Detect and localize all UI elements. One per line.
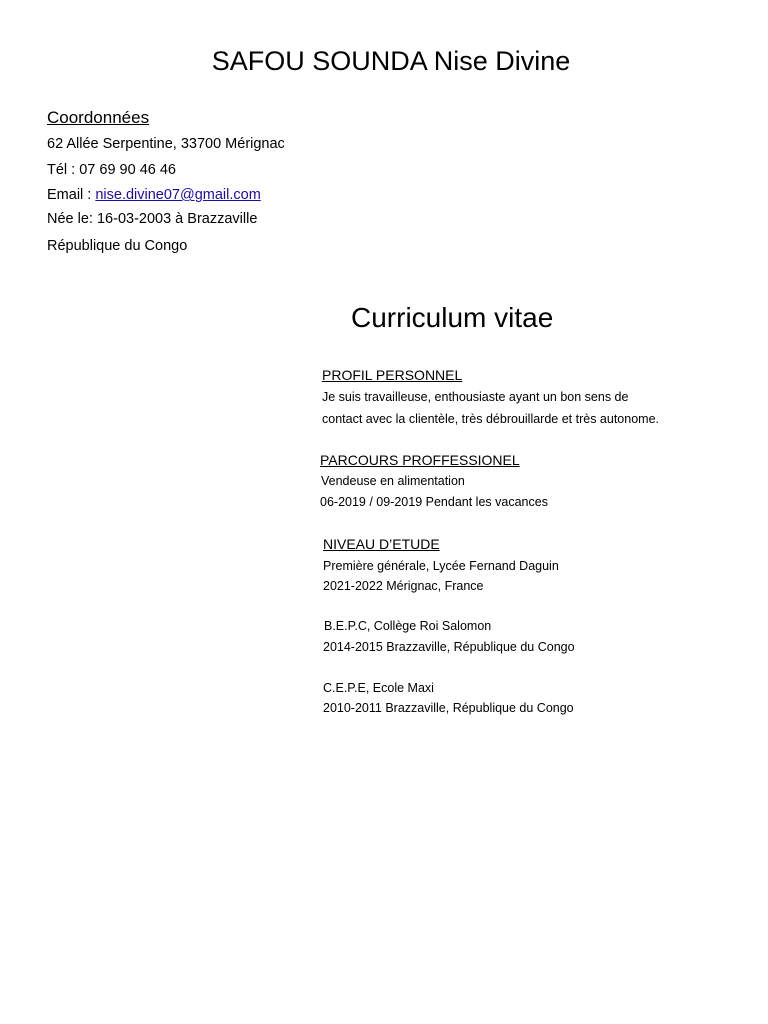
experience-period: 06-2019 / 09-2019 Pendant les vacances (320, 495, 548, 509)
experience-heading: PARCOURS PROFFESSIONEL (320, 452, 520, 468)
birth-value: 16-03-2003 à Brazzaville (96, 211, 258, 227)
email-line (47, 187, 261, 203)
candidate-name: SAFOU SOUNDA Nise Divine (211, 46, 571, 76)
profile-line-1: Je suis travailleuse, enthousiaste ayant un bon sens de (322, 390, 629, 404)
education-item-detail: 2014-2015 Brazzaville, République du Congo (323, 640, 575, 654)
profile-heading: PROFIL PERSONNEL (322, 367, 463, 383)
country: République du Congo (47, 238, 188, 254)
education-heading: NIVEAU D’ETUDE (323, 536, 440, 552)
cv-title: Curriculum vitae (351, 302, 554, 333)
education-item-detail: 2010-2011 Brazzaville, République du Congo (323, 701, 574, 715)
birth-line (47, 211, 257, 227)
contact-heading: Coordonnées (47, 108, 150, 127)
email-label: Email : (47, 187, 96, 203)
phone-line (47, 162, 176, 178)
birth-label: Née le: (47, 211, 97, 227)
education-item-detail: 2021-2022 Mérignac, France (323, 579, 484, 593)
profile-line-2: contact avec la clientèle, très débrouillarde et très autonome. (322, 412, 659, 426)
education-item-title: Première générale, Lycée Fernand Daguin (323, 559, 559, 573)
phone-number: 07 69 90 46 46 (79, 162, 176, 178)
email-link[interactable]: nise.divine07@gmail.com (95, 187, 261, 203)
experience-job: Vendeuse en alimentation (321, 474, 465, 488)
education-item-title: C.E.P.E, Ecole Maxi (323, 681, 434, 695)
education-item-title: B.E.P.C, Collège Roi Salomon (324, 619, 492, 633)
address: 62 Allée Serpentine, 33700 Mérignac (47, 136, 285, 152)
phone-label: Tél : (47, 162, 80, 178)
